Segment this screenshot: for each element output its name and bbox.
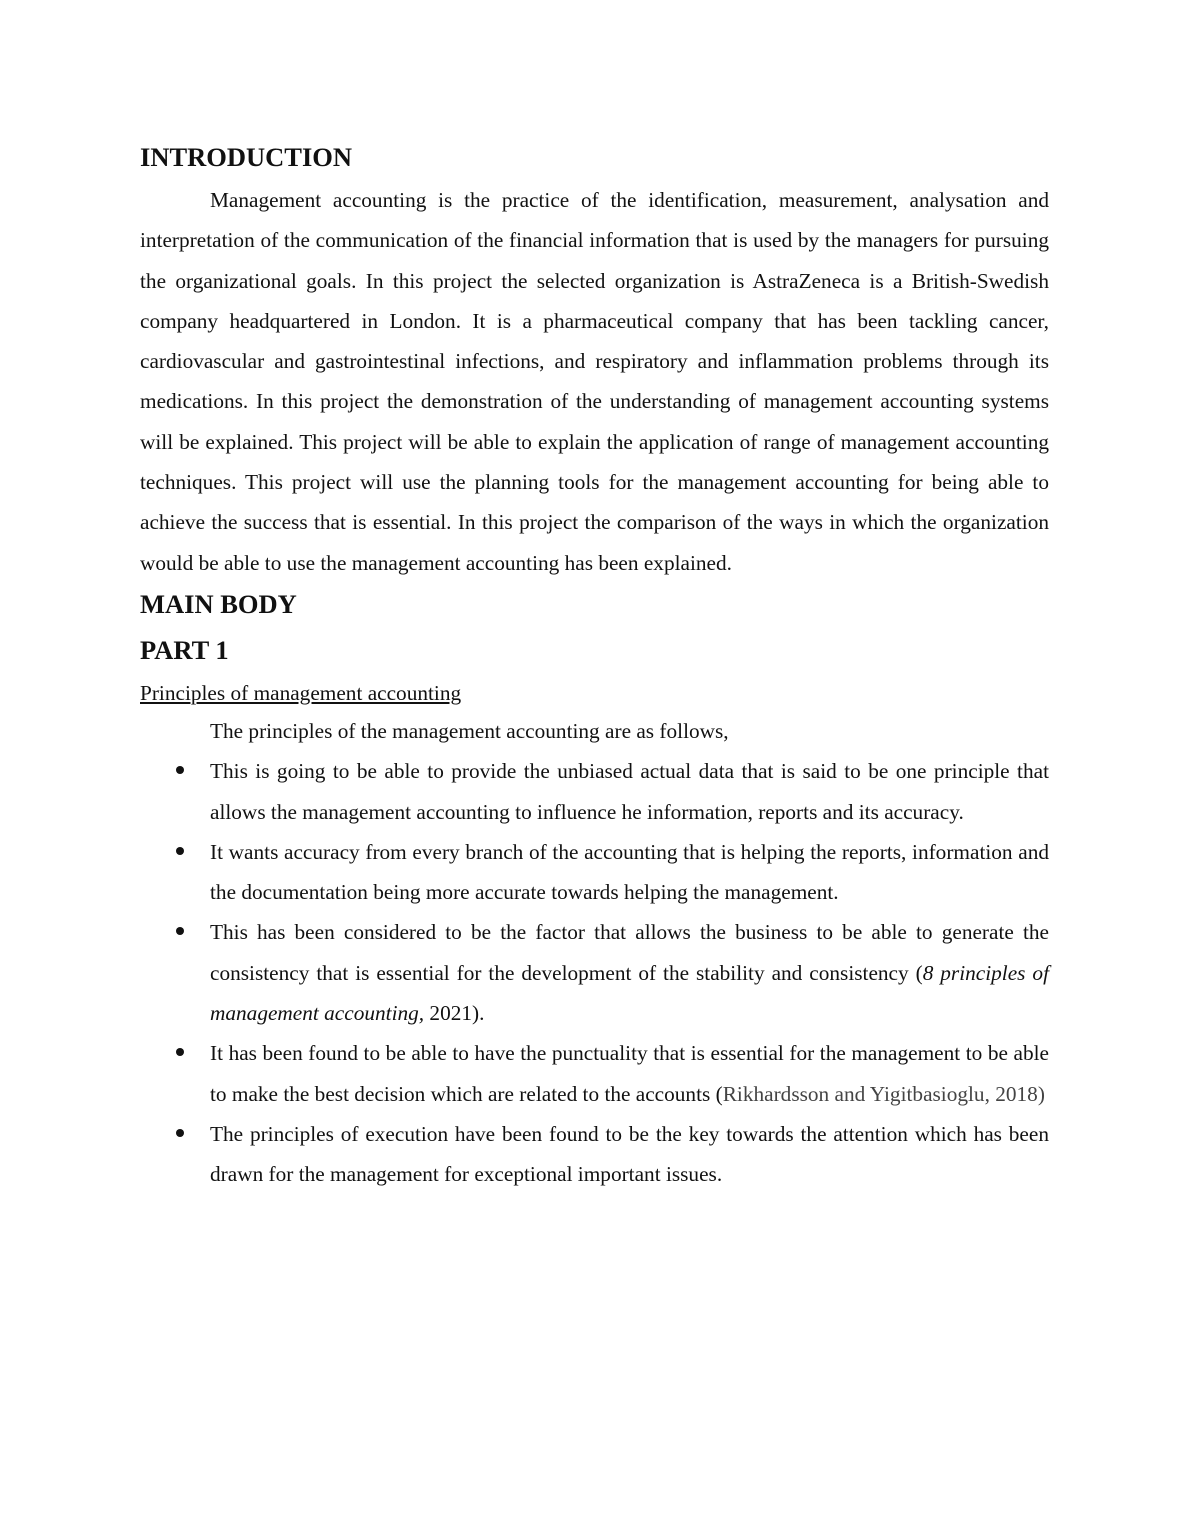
- introduction-heading: INTRODUCTION: [140, 142, 353, 172]
- list-item: [140, 832, 1049, 913]
- principles-bullet-list: [140, 751, 1049, 1194]
- bullet-icon: [176, 927, 184, 935]
- bullet-icon: [176, 847, 184, 855]
- list-item: [140, 912, 1049, 1033]
- list-item: [140, 1033, 1049, 1114]
- list-item-text: The principles of execution have been found to be the key towards the attention which has been drawn for the management for exceptional important issues.: [210, 1121, 1049, 1187]
- list-item-text: This has been considered to be the factor that allows the business to be able to generate the consistency that is essential for the development of the stability and consistency (: [210, 920, 1049, 985]
- bullet-icon: [176, 1129, 184, 1137]
- citation-year: 2021).: [424, 1001, 485, 1026]
- principles-subheading: Principles of management accounting: [140, 680, 462, 705]
- list-item-text: It wants accuracy from every branch of the accounting that is helping the reports, information and the documentation being more accurate towards helping the management.: [210, 839, 1049, 905]
- part-1-heading: PART 1: [140, 634, 229, 665]
- list-item: [140, 751, 1049, 832]
- citation: Rikhardsson and Yigitbasioglu, 2018): [722, 1081, 1045, 1106]
- introduction-paragraph: Management accounting is the practice of the identification, measurement, analysation and interpretation of the communication of the financial information that is used by the managers for pursuing the organizational goals. In this project the selected organization is AstraZeneca is a British-Swedish company headquartered in London. It is a pharmaceutical company that has been tackling cancer, cardiovascular and gastrointestinal infections, and respiratory and inflammation problems through its medications. In this project the demonstration of the understanding of management accounting systems will be explained. This project will be able to explain the application of range of management accounting techniques. This project will use the planning tools for the management accounting for being able to achieve the success that is essential. In this project the comparison of the ways in which the organization would be able to use the management accounting has been explained.: [140, 188, 1049, 575]
- document-page: [140, 140, 1049, 1195]
- list-item: [140, 1114, 1049, 1195]
- main-body-heading: MAIN BODY: [140, 588, 297, 619]
- bullet-icon: [176, 1048, 184, 1056]
- bullet-icon: [176, 766, 184, 774]
- principles-lead-sentence: The principles of the management accounting are as follows,: [210, 718, 729, 743]
- list-item-text: This is going to be able to provide the unbiased actual data that is said to be one principle that allows the management accounting to influence he information, reports and its accuracy.: [210, 759, 1049, 824]
- citation-italic: 8 principles of management accounting,: [210, 960, 1049, 1026]
- list-item-text: It has been found to be able to have the punctuality that is essential for the management to be able to make the best decision which are related to the accounts (: [210, 1041, 1049, 1106]
